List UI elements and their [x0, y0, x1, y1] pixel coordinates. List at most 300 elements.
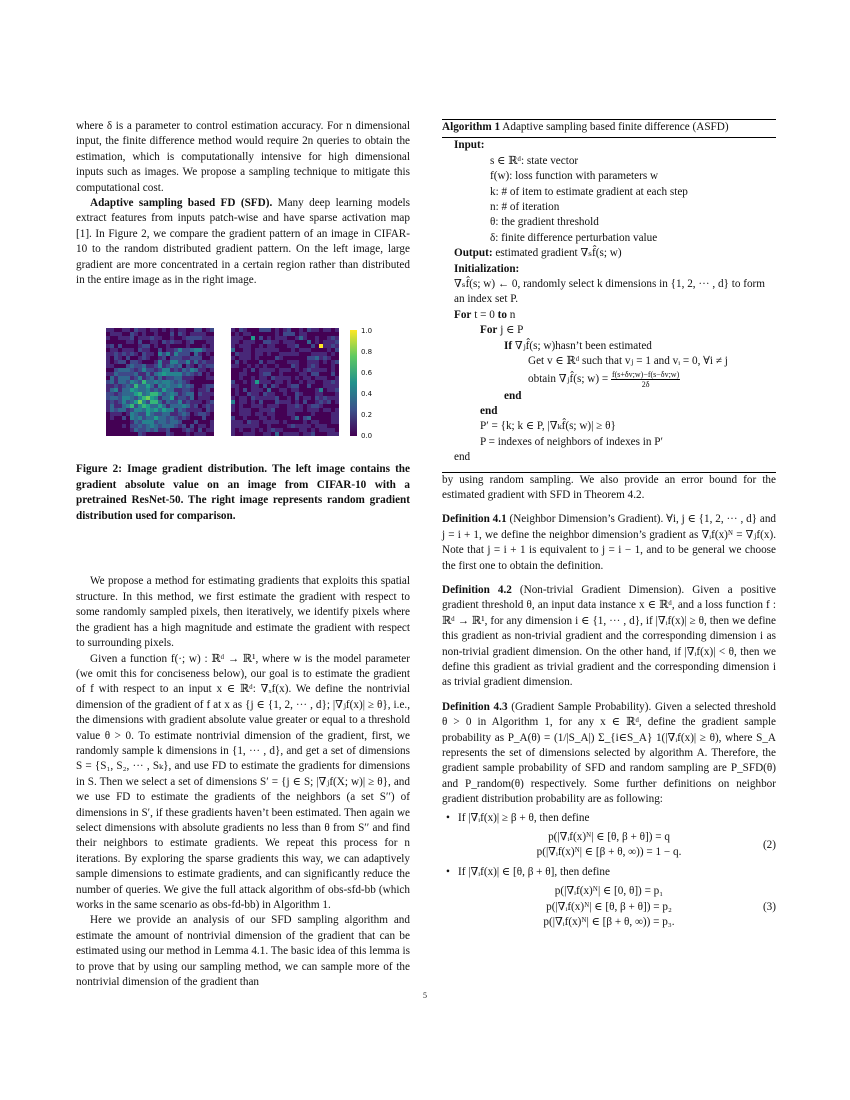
- heatmap-cell: [166, 424, 170, 428]
- heatmap-cell: [166, 384, 170, 388]
- heatmap-cell: [279, 364, 283, 368]
- heatmap-cell: [307, 384, 311, 388]
- heatmap-cell: [154, 380, 158, 384]
- heatmap-cell: [307, 376, 311, 380]
- heatmap-cell: [114, 424, 118, 428]
- heatmap-cell: [271, 344, 275, 348]
- heatmap-cell: [110, 368, 114, 372]
- left-column: [76, 119, 410, 990]
- heatmap-cell: [178, 392, 182, 396]
- heatmap-cell: [303, 400, 307, 404]
- heatmap-cell: [287, 356, 291, 360]
- heatmap-cell: [138, 336, 142, 340]
- heatmap-cell: [210, 364, 214, 368]
- heatmap-cell: [275, 384, 279, 388]
- heatmap-cell: [315, 412, 319, 416]
- heatmap-cell: [106, 352, 110, 356]
- heatmap-cell: [186, 400, 190, 404]
- definition-4-3: [442, 700, 776, 808]
- heatmap-cell: [319, 424, 323, 428]
- heatmap-cell: [323, 428, 327, 432]
- heatmap-cell: [319, 376, 323, 380]
- heatmap-cell: [174, 380, 178, 384]
- heatmap-cell: [231, 404, 235, 408]
- heatmap-cell: [331, 348, 335, 352]
- algo-fraction: [611, 370, 680, 389]
- heatmap-cell: [154, 392, 158, 396]
- heatmap-cell: [178, 384, 182, 388]
- heatmap-cell: [158, 432, 162, 436]
- heatmap-cell: [190, 384, 194, 388]
- heatmap-cell: [323, 356, 327, 360]
- heatmap-cell: [323, 352, 327, 356]
- algo-obtain-text: obtain ∇ⱼf̂(s; w) =: [528, 372, 611, 385]
- heatmap-cell: [194, 336, 198, 340]
- heatmap-cell: [106, 424, 110, 428]
- heatmap-cell: [118, 344, 122, 348]
- heatmap-cell: [130, 356, 134, 360]
- heatmap-cell: [231, 416, 235, 420]
- heatmap-cell: [311, 328, 315, 332]
- heatmap-cell: [251, 392, 255, 396]
- heatmap-cell: [259, 344, 263, 348]
- heatmap-cell: [251, 432, 255, 436]
- heatmap-cell: [146, 332, 150, 336]
- heatmap-cell: [190, 372, 194, 376]
- heatmap-cell: [299, 400, 303, 404]
- heatmap-cell: [335, 352, 339, 356]
- heatmap-cell: [335, 376, 339, 380]
- heatmap-cell: [166, 328, 170, 332]
- heatmap-cell: [295, 396, 299, 400]
- equation-3: [442, 884, 776, 930]
- heatmap-cell: [243, 376, 247, 380]
- heatmap-cell: [194, 416, 198, 420]
- def3-heading: Definition 4.3: [442, 700, 508, 713]
- heatmap-cell: [299, 360, 303, 364]
- heatmap-cell: [178, 380, 182, 384]
- heatmap-cell: [198, 356, 202, 360]
- heatmap-cell: [299, 344, 303, 348]
- heatmap-cell: [275, 404, 279, 408]
- heatmap-cell: [239, 432, 243, 436]
- heatmap-cell: [118, 380, 122, 384]
- heatmap-cell: [146, 408, 150, 412]
- heatmap-cell: [158, 420, 162, 424]
- heatmap-cell: [259, 404, 263, 408]
- def2-heading: Definition 4.2: [442, 583, 512, 596]
- heatmap-cell: [178, 344, 182, 348]
- heatmap-cell: [335, 360, 339, 364]
- heatmap-cell: [311, 352, 315, 356]
- heatmap-cell: [134, 352, 138, 356]
- heatmap-cell: [239, 332, 243, 336]
- heatmap-cell: [275, 424, 279, 428]
- heatmap-cell: [235, 392, 239, 396]
- heatmap-cell: [315, 336, 319, 340]
- heatmap-cell: [315, 392, 319, 396]
- heatmap-cell: [194, 432, 198, 436]
- heatmap-cell: [323, 328, 327, 332]
- heatmap-cell: [170, 332, 174, 336]
- heatmap-cell: [170, 384, 174, 388]
- heatmap-cell: [311, 332, 315, 336]
- heatmap-cell: [158, 392, 162, 396]
- heatmap-cell: [174, 428, 178, 432]
- heatmap-cell: [271, 360, 275, 364]
- heatmap-cell: [138, 344, 142, 348]
- heatmap-cell: [335, 356, 339, 360]
- heatmap-cell: [299, 432, 303, 436]
- heatmap-cell: [279, 396, 283, 400]
- heatmap-cell: [174, 328, 178, 332]
- heatmap-cell: [110, 372, 114, 376]
- algo-frac-num: f(s+δv;w)−f(s−δv;w): [611, 369, 680, 379]
- heatmap-cell: [194, 396, 198, 400]
- heatmap-cell: [335, 396, 339, 400]
- heatmap-cell: [307, 340, 311, 344]
- heatmap-cell: [210, 412, 214, 416]
- heatmap-cell: [323, 404, 327, 408]
- heatmap-cell: [142, 376, 146, 380]
- heatmap-cell: [263, 416, 267, 420]
- heatmap-cell: [190, 412, 194, 416]
- heatmap-cell: [259, 412, 263, 416]
- heatmap-cell: [271, 352, 275, 356]
- heatmap-cell: [106, 392, 110, 396]
- heatmap-cell: [178, 400, 182, 404]
- heatmap-cell: [287, 392, 291, 396]
- page-number: 5: [423, 991, 427, 1000]
- heatmap-cell: [146, 384, 150, 388]
- algo-end-3: end: [454, 451, 471, 464]
- heatmap-cell: [158, 356, 162, 360]
- definition-4-1: [442, 512, 776, 574]
- heatmap-cell: [174, 364, 178, 368]
- heatmap-cell: [166, 352, 170, 356]
- heatmap-cell: [311, 416, 315, 420]
- heatmap-cell: [158, 412, 162, 416]
- heatmap-cell: [150, 400, 154, 404]
- heatmap-cell: [307, 392, 311, 396]
- heatmap-cell: [206, 420, 210, 424]
- heatmap-cell: [307, 404, 311, 408]
- heatmap-cell: [178, 428, 182, 432]
- heatmap-cell: [243, 368, 247, 372]
- heatmap-cell: [279, 344, 283, 348]
- heatmap-cell: [190, 344, 194, 348]
- heatmap-cell: [114, 408, 118, 412]
- heatmap-cell: [126, 412, 130, 416]
- heatmap-cell: [235, 336, 239, 340]
- heatmap-cell: [174, 424, 178, 428]
- heatmap-cell: [130, 368, 134, 372]
- heatmap-cell: [319, 364, 323, 368]
- colorbar-tick-2: 0.8: [361, 348, 373, 357]
- heatmap-cell: [130, 336, 134, 340]
- heatmap-cell: [118, 416, 122, 420]
- heatmap-cell: [122, 372, 126, 376]
- heatmap-cell: [202, 392, 206, 396]
- heatmap-cell: [243, 416, 247, 420]
- heatmap-cell: [303, 424, 307, 428]
- heatmap-cell: [118, 412, 122, 416]
- heatmap-cell: [182, 372, 186, 376]
- heatmap-cell: [198, 384, 202, 388]
- heatmap-cell: [303, 396, 307, 400]
- heatmap-cell: [283, 340, 287, 344]
- heatmap-cell: [158, 348, 162, 352]
- heatmap-cell: [267, 392, 271, 396]
- heatmap-cell: [327, 364, 331, 368]
- heatmap-cell: [110, 352, 114, 356]
- heatmap-cell: [267, 372, 271, 376]
- heatmap-cell: [202, 360, 206, 364]
- heatmap-cell: [134, 388, 138, 392]
- heatmap-cell: [158, 372, 162, 376]
- heatmap-cell: [307, 332, 311, 336]
- heatmap-cell: [106, 388, 110, 392]
- heatmap-cell: [126, 352, 130, 356]
- heatmap-cell: [271, 328, 275, 332]
- heatmap-cell: [263, 428, 267, 432]
- heatmap-cell: [182, 412, 186, 416]
- heatmap-cell: [110, 404, 114, 408]
- heatmap-cell: [202, 336, 206, 340]
- heatmap-cell: [303, 420, 307, 424]
- heatmap-cell: [138, 348, 142, 352]
- heatmap-cell: [283, 372, 287, 376]
- heatmap-cell: [251, 348, 255, 352]
- heatmap-cell: [331, 340, 335, 344]
- heatmap-cell: [263, 384, 267, 388]
- heatmap-cell: [142, 404, 146, 408]
- algo-frac-den: 2δ: [641, 379, 650, 389]
- heatmap-cell: [235, 340, 239, 344]
- heatmap-cell: [283, 352, 287, 356]
- heatmap-cell: [134, 360, 138, 364]
- heatmap-cell: [198, 404, 202, 408]
- heatmap-cell: [291, 400, 295, 404]
- heatmap-cell: [154, 416, 158, 420]
- heatmap-cell: [235, 376, 239, 380]
- heatmap-cell: [327, 380, 331, 384]
- heatmap-cell: [275, 432, 279, 436]
- heatmap-cell: [335, 404, 339, 408]
- heatmap-cell: [150, 328, 154, 332]
- heatmap-cell: [235, 356, 239, 360]
- heatmap-cell: [114, 328, 118, 332]
- heatmap-cell: [263, 328, 267, 332]
- heatmap-cell: [263, 412, 267, 416]
- heatmap-cell: [158, 396, 162, 400]
- heatmap-cell: [134, 356, 138, 360]
- heatmap-cell: [307, 356, 311, 360]
- algo-pprime: P′ = {k; k ∈ P, |∇ₖf̂(s; w)| ≥ θ}: [480, 420, 616, 433]
- heatmap-cell: [210, 432, 214, 436]
- heatmap-cell: [122, 360, 126, 364]
- heatmap-cell: [210, 328, 214, 332]
- heatmap-cell: [186, 328, 190, 332]
- heatmap-cell: [315, 384, 319, 388]
- heatmap-cell: [335, 372, 339, 376]
- heatmap-cell: [259, 356, 263, 360]
- heatmap-cell: [154, 356, 158, 360]
- heatmap-cell: [146, 360, 150, 364]
- heatmap-cell: [303, 376, 307, 380]
- heatmap-cell: [243, 372, 247, 376]
- heatmap-cell: [198, 364, 202, 368]
- heatmap-cell: [231, 424, 235, 428]
- heatmap-cell: [182, 408, 186, 412]
- heatmap-cell: [118, 408, 122, 412]
- heatmap-cell: [327, 400, 331, 404]
- heatmap-cell: [166, 360, 170, 364]
- heatmap-cell: [118, 340, 122, 344]
- heatmap-cell: [194, 408, 198, 412]
- heatmap-cell: [243, 408, 247, 412]
- heatmap-cell: [299, 356, 303, 360]
- heatmap-cell: [166, 372, 170, 376]
- heatmap-cell: [182, 368, 186, 372]
- heatmap-cell: [134, 420, 138, 424]
- heatmap-cell: [130, 376, 134, 380]
- heatmap-cell: [267, 380, 271, 384]
- algo-get-line: Get v ∈ ℝᵈ such that vⱼ = 1 and vᵢ = 0, ∀i ≠ j: [528, 355, 728, 368]
- heatmap-cell: [235, 380, 239, 384]
- heatmap-cell: [138, 408, 142, 412]
- def2-body: Given a positive gradient threshold θ, an input data instance x ∈ ℝᵈ, and a loss function f : ℝᵈ → ℝ¹, for any dimension i ∈ {1, ··· , d}, if |∇ᵢf(x)| ≥ θ, then we define this gradient as non-trivial gradient and the corresponding dimension i as non-trivial gradient dimension. On the other hand, if |∇ᵢf(x)| < θ, then we define this gradient as trivial gradient and the corresponding dimension i as trivial gradient dimension.: [442, 583, 776, 689]
- heatmap-cell: [190, 376, 194, 380]
- heatmap-cell: [259, 392, 263, 396]
- heatmap-cell: [287, 352, 291, 356]
- heatmap-cell: [154, 388, 158, 392]
- heatmap-cell: [138, 420, 142, 424]
- eq2-line-2: p(|∇ᵢf(x)ᴺ| ∈ [β + θ, ∞)) = 1 − q.: [536, 846, 682, 859]
- heatmap-cell: [190, 432, 194, 436]
- heatmap-cell: [247, 368, 251, 372]
- heatmap-cell: [198, 424, 202, 428]
- heatmap-cell: [335, 408, 339, 412]
- heatmap-cell: [335, 332, 339, 336]
- heatmap-cell: [283, 404, 287, 408]
- heatmap-cell: [319, 368, 323, 372]
- heatmap-cell: [162, 416, 166, 420]
- heatmap-cell: [255, 344, 259, 348]
- heatmap-cell: [307, 424, 311, 428]
- heatmap-cell: [327, 416, 331, 420]
- heatmap-cell: [114, 404, 118, 408]
- heatmap-cell: [327, 408, 331, 412]
- heatmap-cell: [142, 328, 146, 332]
- heatmap-cell: [166, 392, 170, 396]
- heatmap-cell: [255, 420, 259, 424]
- heatmap-cell: [198, 412, 202, 416]
- heatmap-cell: [202, 328, 206, 332]
- heatmap-cell: [255, 384, 259, 388]
- heatmap-cell: [106, 372, 110, 376]
- heatmap-cell: [247, 388, 251, 392]
- heatmap-cell: [335, 368, 339, 372]
- heatmap-cell: [142, 424, 146, 428]
- heatmap-cell: [134, 396, 138, 400]
- heatmap-cell: [299, 416, 303, 420]
- heatmap-cell: [198, 328, 202, 332]
- heatmap-cell: [210, 332, 214, 336]
- heatmap-cell: [259, 328, 263, 332]
- heatmap-cell: [299, 424, 303, 428]
- heatmap-cell: [243, 392, 247, 396]
- heatmap-cell: [259, 340, 263, 344]
- heatmap-cell: [134, 364, 138, 368]
- heatmap-cell: [206, 432, 210, 436]
- heatmap-cell: [122, 344, 126, 348]
- heatmap-cell: [295, 356, 299, 360]
- heatmap-cell: [146, 392, 150, 396]
- heatmap-cell: [283, 360, 287, 364]
- heatmap-cell: [142, 412, 146, 416]
- heatmap-cell: [190, 368, 194, 372]
- heatmap-cell: [287, 388, 291, 392]
- heatmap-cell: [331, 428, 335, 432]
- heatmap-cell: [311, 360, 315, 364]
- heatmap-cell: [142, 432, 146, 436]
- heatmap-cell: [158, 344, 162, 348]
- heatmap-cell: [283, 368, 287, 372]
- heatmap-cell: [114, 380, 118, 384]
- heatmap-cell: [114, 360, 118, 364]
- heatmap-cell: [150, 420, 154, 424]
- heatmap-cell: [158, 360, 162, 364]
- heatmap-cell: [162, 364, 166, 368]
- heatmap-cell: [114, 372, 118, 376]
- heatmap-cell: [138, 392, 142, 396]
- heatmap-cell: [170, 400, 174, 404]
- heatmap-cell: [186, 380, 190, 384]
- heatmap-cell: [299, 392, 303, 396]
- heatmap-cell: [319, 336, 323, 340]
- heatmap-cell: [323, 408, 327, 412]
- heatmap-cell: [170, 352, 174, 356]
- heatmap-cell: [186, 376, 190, 380]
- heatmap-cell: [247, 332, 251, 336]
- heatmap-cell: [323, 360, 327, 364]
- heatmap-cell: [154, 336, 158, 340]
- heatmap-cell: [170, 412, 174, 416]
- heatmap-cell: [239, 400, 243, 404]
- heatmap-gradient-image: [106, 328, 214, 436]
- heatmap-cell: [146, 344, 150, 348]
- heatmap-cell: [190, 396, 194, 400]
- heatmap-cell: [138, 384, 142, 388]
- heatmap-cell: [327, 396, 331, 400]
- heatmap-cell: [267, 348, 271, 352]
- heatmap-cell: [106, 428, 110, 432]
- heatmap-cell: [154, 328, 158, 332]
- heatmap-cell: [110, 416, 114, 420]
- heatmap-cell: [251, 420, 255, 424]
- heatmap-cell: [235, 344, 239, 348]
- heatmap-cell: [255, 368, 259, 372]
- heatmap-cell: [247, 408, 251, 412]
- heatmap-cell: [235, 404, 239, 408]
- heatmap-cell: [126, 372, 130, 376]
- heatmap-cell: [259, 332, 263, 336]
- heatmap-cell: [206, 388, 210, 392]
- heatmap-cell: [130, 328, 134, 332]
- heatmap-cell: [303, 372, 307, 376]
- heatmap-cell: [263, 420, 267, 424]
